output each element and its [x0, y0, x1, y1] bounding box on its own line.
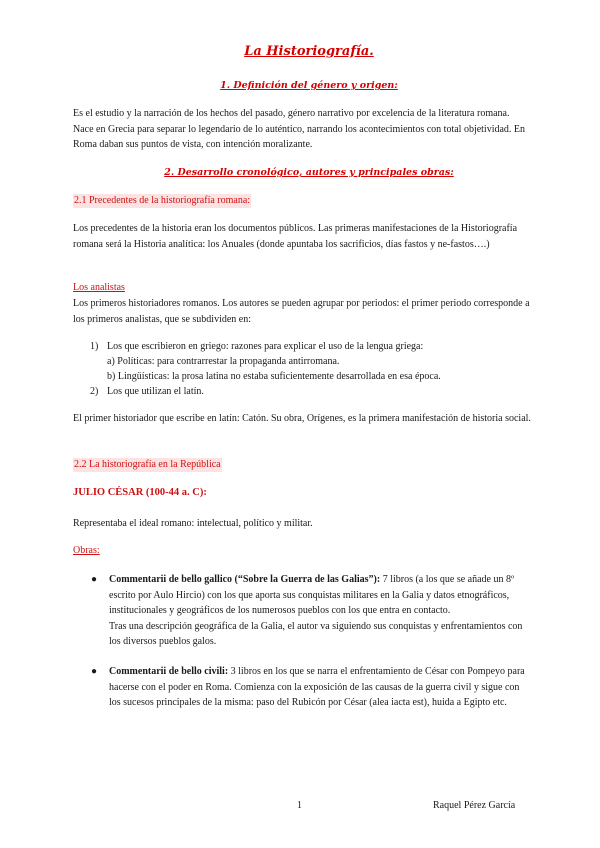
list-item: Los que utilizan el latín.: [107, 386, 204, 397]
subsection-2-1-paragraph: Los precedentes de la historia eran los documentos públicos. Las primeras manifestaciones de la Historiografía romana será la Historia analítica: los Anuales (donde apuntaba los sacrificios, días fastos y ne-fastos….): [73, 223, 518, 250]
page-number: 1: [297, 800, 302, 811]
caton-paragraph: El primer historiador que escribe en latín: Catón. Su obra, Orígenes, es la primera manifestación de historia social.: [73, 413, 531, 424]
list-subitem: a) Políticas: para contrarrestar la propaganda antirromana.: [107, 356, 340, 367]
section1-heading: 1. Definición del género y origen:: [220, 80, 398, 91]
subsection-2-2-label: 2.2 La historiografía en la República: [74, 459, 221, 470]
section1-paragraph: Es el estudio y la narración de los hechos del pasado, género narrativo por excelencia de la literatura romana. Nace en Grecia para separar lo legendario de lo auténtico, narrando los acontecimientos con total objetividad. En Roma daban sus puntos de vista, con intención moralizante.: [73, 108, 526, 150]
bullet-item-bello-civili: [109, 664, 533, 711]
document-title: La Historiografía.: [244, 44, 374, 59]
subsection-2-1-label: 2.1 Precedentes de la historiografía romana:: [74, 195, 251, 206]
list-number: 2): [90, 386, 99, 397]
list-item: Los que escribieron en griego: razones para explicar el uso de la lengua griega:: [107, 341, 424, 352]
bullet-extra: Tras una descripción geográfica de la Galia, el autor va siguiendo sus conquistas y enfrentamientos con los diversos pueblos galos.: [109, 620, 523, 647]
caesar-heading: JULIO CÉSAR (100-44 a. C):: [73, 487, 207, 498]
caesar-paragraph: Representaba el ideal romano: intelectual, político y militar.: [73, 518, 313, 529]
analistas-label: Los analistas: [73, 282, 125, 293]
footer-author: Raquel Pérez García: [433, 800, 516, 811]
section2-heading: 2. Desarrollo cronológico, autores y principales obras:: [164, 167, 454, 178]
bullet-title: Commentarii de bello gallico (“Sobre la Guerra de las Galias”):: [109, 574, 381, 585]
analistas-list: [73, 339, 533, 399]
list-subitem: b) Lingüísticas: la prosa latina no estaba suficientemente desarrollada en esa época.: [107, 371, 441, 382]
list-number: 1): [90, 341, 99, 352]
analistas-paragraph: Los primeros historiadores romanos. Los autores se pueden agrupar por periodos: el primer periodo corresponde a los primeros analistas, que se subdividen en:: [73, 298, 530, 325]
bullet-item-bello-gallico: [109, 572, 533, 650]
bullet-dot: ●: [91, 666, 98, 677]
obras-label: Obras:: [73, 545, 100, 556]
bullet-text: 7 libros (a los que se añade un 8º escrito por Aulo Hircio) con los que aporta sus conquistas militares en la Galia y datos etnográficos, institucionales y geográficos de los numerosos pueblos con los que entra en contacto.: [109, 574, 515, 616]
bullet-text: 3 libros en los que se narra el enfrentamiento de César con Pompeyo para hacerse con el poder en Roma. Comienza con la exposición de las causas de la guerra civil y sigue con los sucesos principales de la misma: paso del Rubicón por César (alea iacta est), huida a Egipto etc.: [109, 666, 525, 708]
bullet-dot: ●: [91, 574, 98, 585]
bullet-title: Commentarii de bello civili:: [109, 666, 229, 677]
